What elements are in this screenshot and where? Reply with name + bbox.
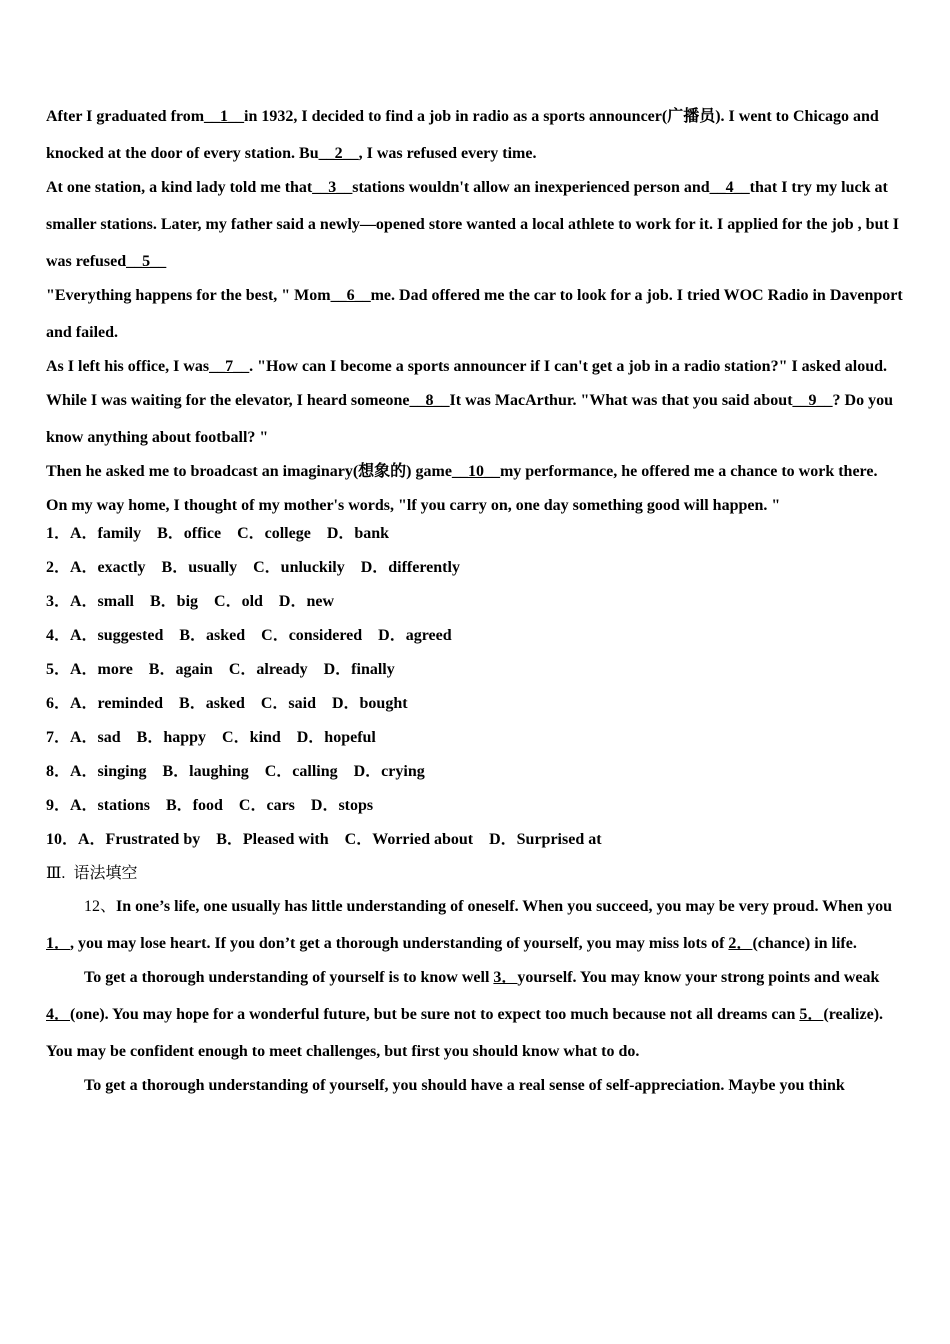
option-row-6: 6．A．reminded B．asked C．said D．bought	[46, 695, 408, 712]
grammar-paragraph-3: To get a thorough understanding of yourself, you should have a real sense of self-appreciation. Maybe you think	[84, 1077, 845, 1094]
text: ? Do you know anything about football? "	[46, 392, 893, 446]
option-row-1: 1．A．family B．office C．college D．bank	[46, 525, 390, 542]
text: (realize). You may be confident enough to meet challenges, but first you should know what to do.	[46, 1006, 884, 1060]
blank-9: __9__	[792, 392, 833, 409]
text: . "How can I become a sports announcer if I can't get a job in a radio station?" I asked aloud.	[249, 358, 888, 375]
section-heading	[46, 864, 906, 888]
grammar-paragraph-2	[46, 959, 906, 1070]
text: It was MacArthur. "What was that you said about	[449, 392, 793, 409]
text: stations wouldn't allow an inexperienced person and	[352, 179, 710, 196]
option-row-9: 9．A．stations B．food C．cars D．stops	[46, 797, 374, 814]
text: , you may lose heart. If you don’t get a thorough understanding of yourself, you may miss lots of	[70, 935, 729, 952]
text: yourself. You may know your strong points and weak	[517, 969, 880, 986]
text: my performance, he offered me a chance to work there.	[499, 463, 878, 480]
text: in 1932, I decided to find a job in radio as a sports announcer(广播员). I went to Chicago and knocked at the door of every station. Bu	[46, 108, 879, 162]
text: "Everything happens for the best, " Mom	[46, 287, 331, 304]
option-row-5: 5．A．more B．again C．already D．finally	[46, 661, 395, 678]
blank-3: __3__	[312, 179, 353, 196]
text: me. Dad offered me the car to look for a job. I tried WOC Radio in Davenport and failed.	[46, 287, 903, 341]
blank-7: __7__	[209, 358, 250, 375]
blank-6: __6__	[330, 287, 371, 304]
text: that I try my luck at smaller stations. Later, my father said a newly—opened store wanted a local athlete to work for it. I applied for the job , but I was refused	[46, 179, 900, 270]
text: Then he asked me to broadcast an imaginary(想象的) game	[46, 463, 452, 480]
option-row-8: 8．A．singing B．laughing C．calling D．crying	[46, 763, 425, 780]
blank-4: __4__	[709, 179, 750, 196]
section-number: Ⅲ.	[46, 865, 66, 882]
passage-paragraph-3	[46, 277, 906, 351]
grammar-blank-5: 5．	[799, 1006, 824, 1023]
text: (chance) in life.	[752, 935, 857, 952]
blank-5: __5__	[126, 253, 167, 270]
passage-paragraph-7: On my way home, I thought of my mother's words, "lf you carry on, one day something good will happen. "	[46, 497, 781, 514]
text: While I was waiting for the elevator, I heard someone	[46, 392, 410, 409]
text: To get a thorough understanding of yourself is to know well	[84, 969, 494, 986]
passage-paragraph-6	[46, 453, 906, 490]
blank-2: __2__	[318, 145, 359, 162]
grammar-blank-4: 4．	[46, 1006, 71, 1023]
blank-10: __10__	[451, 463, 500, 480]
text: At one station, a kind lady told me that	[46, 179, 313, 196]
option-row-4: 4．A．suggested B．asked C．considered D．agreed	[46, 627, 452, 644]
passage-paragraph-2	[46, 169, 906, 280]
text: After I graduated from	[46, 108, 205, 125]
grammar-paragraph-1	[46, 888, 906, 962]
passage-paragraph-5	[46, 382, 906, 456]
blank-8: __8__	[409, 392, 450, 409]
option-row-7: 7．A．sad B．happy C．kind D．hopeful	[46, 729, 376, 746]
options-list	[46, 524, 906, 864]
passage-paragraph-1	[46, 98, 906, 172]
text: (one). You may hope for a wonderful future, but be sure not to expect too much because not all dreams can	[70, 1006, 800, 1023]
grammar-blank-3: 3．	[493, 969, 518, 986]
text: , I was refused every time.	[358, 145, 537, 162]
grammar-blank-2: 2．	[728, 935, 753, 952]
option-row-10: 10．A．Frustrated by B．Pleased with C．Worried about D．Surprised at	[46, 831, 602, 848]
document-content	[46, 98, 906, 1104]
option-row-2: 2．A．exactly B．usually C．unluckily D．differently	[46, 559, 460, 576]
blank-1: __1__	[204, 108, 245, 125]
text: In one’s life, one usually has little understanding of oneself. When you succeed, you may be very proud. When you	[116, 898, 892, 915]
text: As I left his office, I was	[46, 358, 210, 375]
option-row-3: 3．A．small B．big C．old D．new	[46, 593, 335, 610]
passage-paragraph-4	[46, 348, 906, 385]
question-label: 12、	[84, 898, 117, 915]
grammar-blank-1: 1．	[46, 935, 71, 952]
section-title: 语法填空	[73, 865, 138, 882]
